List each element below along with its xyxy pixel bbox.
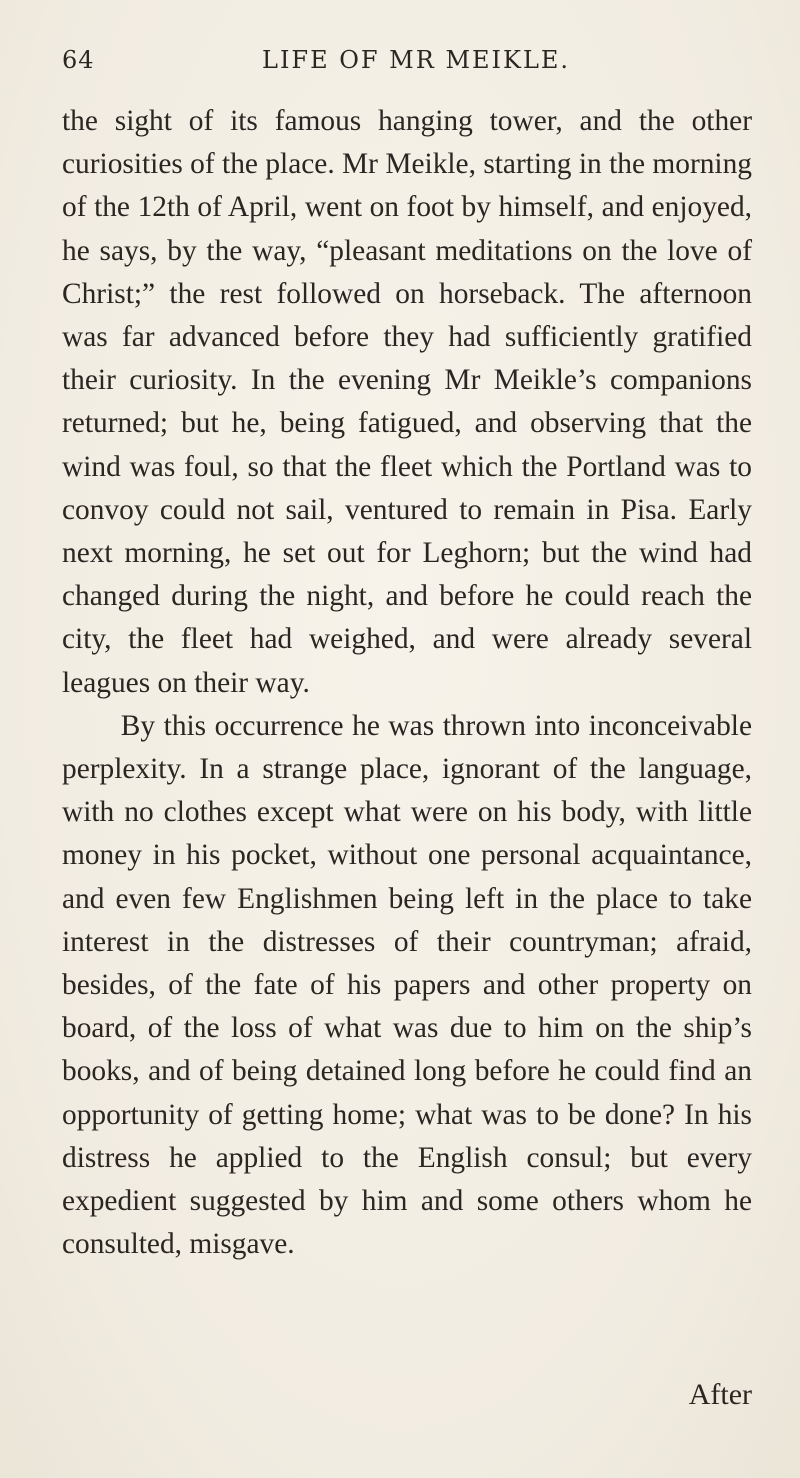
catchword: After [688, 1378, 752, 1411]
page-header [62, 46, 752, 86]
page-number: 64 [62, 46, 95, 74]
body-text [62, 100, 752, 1266]
paragraph-1: the sight of its famous hanging tower, and the other curiosities of the place. Mr Meikle, starting in the morning of the 12th of April, went on foot by himself, and enjoyed, he says, by the way, “pleasant meditations on the love of Christ;” the rest followed on horseback. The afternoon was far advanced before they had sufficiently gratified their curiosity. In the evening Mr Meikle’s companions returned; but he, being fatigued, and observing that the wind was foul, so that the fleet which the Portland was to convoy could not sail, ventured to remain in Pisa. Early next morning, he set out for Leghorn; but the wind had changed during the night, and before he could reach the city, the fleet had weighed, and were already several leagues on their way. [62, 105, 752, 699]
paragraph-2: By this occurrence he was thrown into inconceivable perplexity. In a strange place, ignorant of the language, with no clothes except what were on his body, with little money in his pocket, without one personal acquaintance, and even few Englishmen being left in the place to take interest in the distresses of their countryman; afraid, besides, of the fate of his papers and other property on board, of the loss of what was due to him on the ship’s books, and of being detained long before he could find an opportunity of getting home; what was to be done? In his distress he applied to the English consul; but every expedient suggested by him and some others whom he consulted, misgave. [62, 709, 752, 1261]
running-head: LIFE OF MR MEIKLE. [262, 46, 571, 74]
